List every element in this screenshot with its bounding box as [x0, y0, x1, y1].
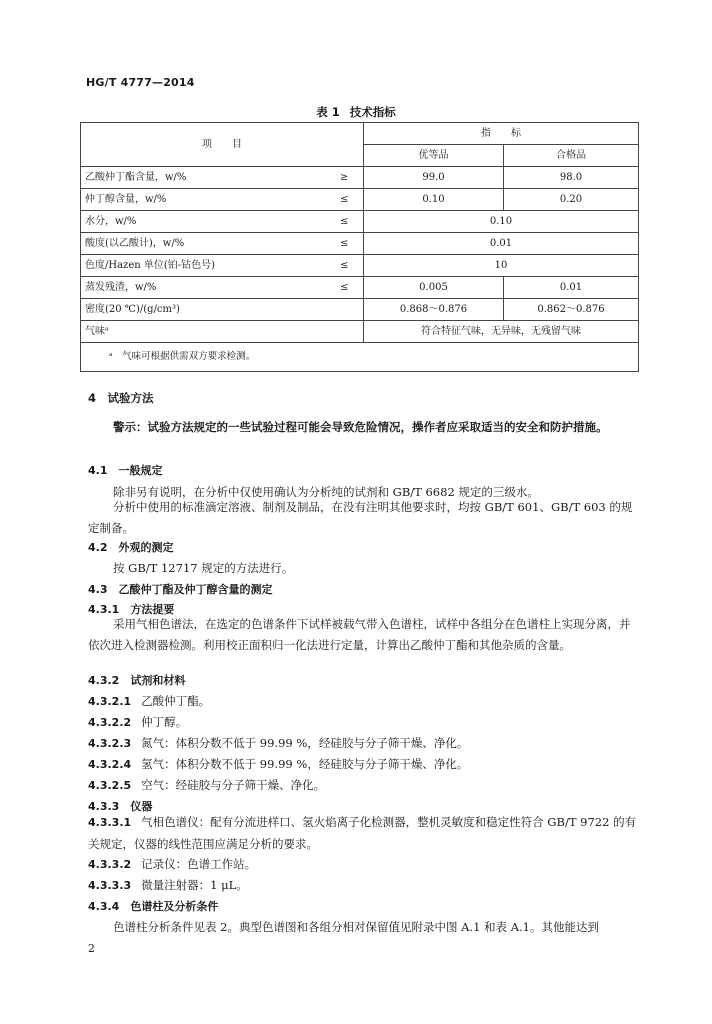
item-number: 4.3.2.5: [88, 779, 132, 792]
table-title: [0, 104, 712, 120]
paragraph: 色谱柱分析条件见表 2。典型色谱图和各组分相对保留值见附录中图 A.1 和表 A.1。其他能达到: [113, 920, 599, 934]
list-item: [88, 856, 256, 872]
table-row: [81, 189, 639, 211]
table-number: 表 1: [316, 105, 340, 119]
item-text: 氮气：体积分数不低于 99.99 %，经硅胶与分子筛干燥、净化。: [141, 736, 469, 750]
row-operator: ≤: [326, 255, 364, 277]
row-operator: ≤: [326, 277, 364, 299]
section-4-3-2-heading: 4.3.2 试剂和材料: [88, 674, 186, 687]
section-4-3-4-heading: 4.3.4 色谱柱及分析条件: [88, 900, 219, 913]
item-number: 4.3.3.3: [88, 879, 132, 892]
item-text: 记录仪：色谱工作站。: [141, 857, 257, 871]
row-label: 酸度(以乙酸计)，w/%: [81, 233, 326, 255]
header-grade-qualified: 合格品: [504, 145, 639, 167]
list-item: [88, 693, 210, 709]
row-value-premium: 0.10: [364, 189, 504, 211]
row-value-qualified: 0.862～0.876: [504, 299, 639, 321]
row-operator: ≤: [326, 233, 364, 255]
row-label: 蒸发残渣，w/%: [81, 277, 326, 299]
row-value-premium: 99.0: [364, 167, 504, 189]
section-4-1-heading: 4.1 一般规定: [88, 464, 163, 477]
list-item: [88, 735, 468, 751]
page-number: 2: [88, 942, 95, 955]
list-item: [88, 777, 325, 793]
row-value-qualified: 98.0: [504, 167, 639, 189]
table-caption: 技术指标: [349, 105, 396, 119]
row-value-qualified: 0.20: [504, 189, 639, 211]
row-operator: ≥: [326, 167, 364, 189]
row-operator: [326, 299, 364, 321]
table-row: [81, 321, 639, 343]
section-4-3-1-heading: 4.3.1 方法提要: [88, 603, 175, 616]
row-operator: ≤: [326, 211, 364, 233]
table-row: [81, 277, 639, 299]
row-value-qualified: 0.01: [504, 277, 639, 299]
table-row: [81, 233, 639, 255]
item-text: 仲丁醇。: [141, 715, 188, 729]
technical-specs-table: [80, 122, 639, 372]
section-4-2-heading: 4.2 外观的测定: [88, 541, 174, 554]
table-row: [81, 255, 639, 277]
table-row: [81, 167, 639, 189]
warning-text: 警示：试验方法规定的一些试验过程可能会导致危险情况，操作者应采取适当的安全和防护措施。: [113, 420, 608, 434]
item-number: 4.3.2.2: [88, 716, 132, 729]
table-row: [81, 211, 639, 233]
header-item: 项 目: [81, 123, 364, 167]
list-item: [88, 756, 468, 772]
row-operator: ≤: [326, 189, 364, 211]
row-label: 色度/Hazen 单位(铂-钴色号): [81, 255, 326, 277]
row-value-merged: 10: [364, 255, 639, 277]
item-text: 空气：经硅胶与分子筛干燥、净化。: [141, 778, 326, 792]
table-row: [81, 299, 639, 321]
row-value-merged: 符合特征气味，无异味，无残留气味: [364, 321, 639, 343]
paragraph: 分析中使用的标准滴定溶液、制剂及制品，在没有注明其他要求时，均按 GB/T 601、GB/T 603 的规定制备。: [88, 500, 633, 535]
row-label: 气味ᵃ: [81, 321, 326, 343]
item-number: 4.3.2.3: [88, 737, 132, 750]
row-value-merged: 0.01: [364, 233, 639, 255]
row-label: 密度(20 ℃)/(g/cm³): [81, 299, 326, 321]
paragraph: 除非另有说明，在分析中仅使用确认为分析纯的试剂和 GB/T 6682 规定的三级水。: [113, 485, 539, 499]
section-4-3-heading: 4.3 乙酸仲丁酯及仲丁醇含量的测定: [88, 583, 273, 596]
table-note-row: [81, 343, 639, 372]
paragraph: 按 GB/T 12717 规定的方法进行。: [113, 561, 294, 575]
item-number: 4.3.3.2: [88, 858, 132, 871]
list-item: [88, 714, 187, 730]
row-label: 仲丁醇含量，w/%: [81, 189, 326, 211]
list-item: [88, 812, 640, 854]
table-header-row: [81, 123, 639, 145]
item-number: 4.3.2.1: [88, 695, 132, 708]
list-item: [88, 877, 248, 893]
item-text: 氢气：体积分数不低于 99.99 %，经硅胶与分子筛干燥、净化。: [141, 757, 469, 771]
row-value-merged: 0.10: [364, 211, 639, 233]
item-number: 4.3.2.4: [88, 758, 132, 771]
header-grade-premium: 优等品: [364, 145, 504, 167]
paragraph: 采用气相色谱法，在选定的色谱条件下试样被载气带入色谱柱，试样中各组分在色谱柱上实现分离，并依次进入检测器检测。利用校正面积归一化法进行定量，计算出乙酸仲丁酯和其他杂质的含量。: [88, 617, 631, 652]
item-number: 4.3.3.1: [88, 816, 132, 829]
item-text: 微量注射器：1 μL。: [141, 878, 248, 892]
row-label: 水分，w/%: [81, 211, 326, 233]
item-text: 乙酸仲丁酯。: [141, 694, 211, 708]
table-footnote: ᵃ 气味可根据供需双方要求检测。: [81, 343, 639, 372]
row-value-premium: 0.868～0.876: [364, 299, 504, 321]
section-4-heading: 4 试验方法: [88, 391, 154, 405]
item-text: 气相色谱仪：配有分流进样口、氢火焰离子化检测器，整机灵敏度和稳定性符合 GB/T 9722 的有关规定，仪器的线性范围应满足分析的要求。: [88, 815, 637, 851]
standard-code: HG/T 4777—2014: [86, 76, 195, 89]
section-4-3-3-heading: 4.3.3 仪器: [88, 800, 153, 813]
row-label: 乙酸仲丁酯含量，w/%: [81, 167, 326, 189]
row-value-premium: 0.005: [364, 277, 504, 299]
row-operator: [326, 321, 364, 343]
header-index: 指 标: [364, 123, 639, 145]
